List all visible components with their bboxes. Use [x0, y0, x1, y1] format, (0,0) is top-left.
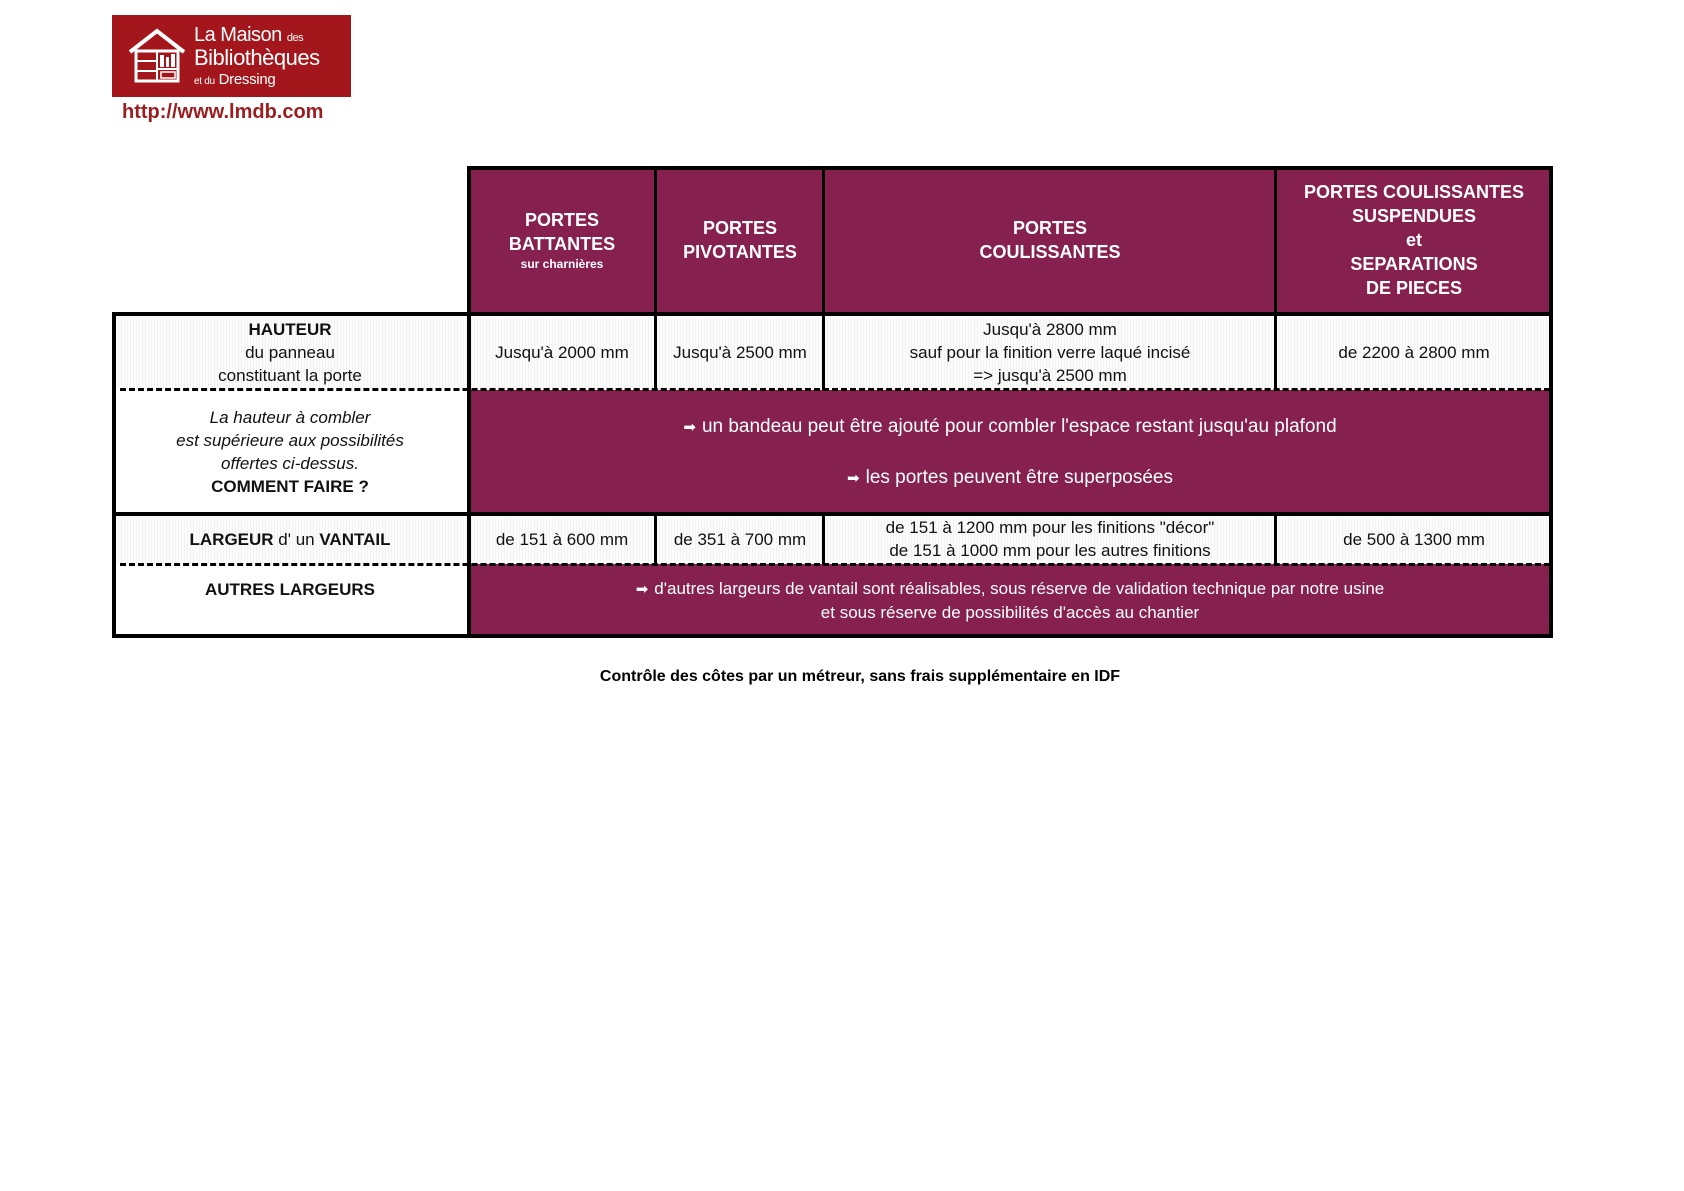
hauteur-pivotantes: Jusqu'à 2500 mm: [656, 314, 824, 390]
arrow-right-icon: ➡: [847, 469, 860, 487]
logo-line-2: Bibliothèques: [194, 45, 320, 70]
table-border: [1274, 314, 1277, 390]
table-border: [1549, 166, 1553, 638]
header-portes-pivotantes: PORTES PIVOTANTES: [656, 166, 824, 314]
table-border: [467, 166, 1553, 170]
logo-line-3: et du Dressing: [194, 71, 276, 88]
table-border: [822, 314, 825, 390]
dashed-separator: [120, 388, 1550, 391]
header-portes-battantes: PORTES BATTANTES sur charnières: [468, 166, 656, 314]
label-comment-faire: La hauteur à combler est supérieure aux possibilités offertes ci-dessus. COMMENT FAIRE ?: [112, 390, 468, 514]
arrow-right-icon: ➡: [683, 418, 696, 436]
brand-logo[interactable]: [112, 15, 351, 97]
largeur-suspendues: de 500 à 1300 mm: [1276, 514, 1552, 564]
table-border: [654, 514, 657, 564]
label-autres-largeurs: AUTRES LARGEURS: [112, 564, 468, 636]
table-border: [467, 166, 471, 638]
footer-note: Contrôle des côtes par un métreur, sans frais supplémentaire en IDF: [599, 668, 1121, 685]
logo-line-1: La Maison des: [194, 24, 304, 46]
largeur-battantes: de 151 à 600 mm: [468, 514, 656, 564]
table-border: [1274, 514, 1277, 564]
label-hauteur: HAUTEUR du panneau constituant la porte: [112, 314, 468, 390]
header-portes-suspendues: PORTES COULISSANTES SUSPENDUES et SEPARATIONS DE PIECES: [1276, 166, 1552, 314]
autres-largeurs-info: ➡ d'autres largeurs de vantail sont réalisables, sous réserve de validation technique par notre usine et sous réserve de possibilités d'accès au chantier: [468, 564, 1552, 636]
hauteur-coulissantes: Jusqu'à 2800 mm sauf pour la finition verre laqué incisé => jusqu'à 2500 mm: [824, 314, 1276, 390]
house-shelf-icon: [126, 25, 188, 87]
largeur-pivotantes: de 351 à 700 mm: [656, 514, 824, 564]
arrow-right-icon: ➡: [635, 580, 649, 598]
table-border: [822, 514, 825, 564]
door-dimensions-table: [112, 166, 1552, 638]
solution-bandeau: ➡ un bandeau peut être ajouté pour combler l'espace restant jusqu'au plafond: [683, 415, 1337, 437]
solution-superposees: ➡ les portes peuvent être superposées: [847, 466, 1173, 488]
table-border: [112, 312, 1553, 316]
table-border: [1274, 166, 1277, 314]
table-border: [112, 312, 116, 638]
hauteur-suspendues: de 2200 à 2800 mm: [1276, 314, 1552, 390]
website-link[interactable]: http://www.lmdb.com: [122, 101, 324, 123]
table-border: [654, 166, 657, 314]
dashed-separator: [120, 563, 1550, 566]
table-border: [112, 512, 1553, 516]
table-border: [822, 166, 825, 314]
comment-faire-solutions: [468, 390, 1552, 514]
table-border: [112, 634, 1553, 638]
table-border: [654, 314, 657, 390]
header-portes-coulissantes: PORTES COULISSANTES: [824, 166, 1276, 314]
hauteur-battantes: Jusqu'à 2000 mm: [468, 314, 656, 390]
largeur-coulissantes: de 151 à 1200 mm pour les finitions "décor" de 151 à 1000 mm pour les autres finitions: [824, 514, 1276, 564]
label-largeur-vantail: LARGEUR d' un VANTAIL: [112, 514, 468, 564]
